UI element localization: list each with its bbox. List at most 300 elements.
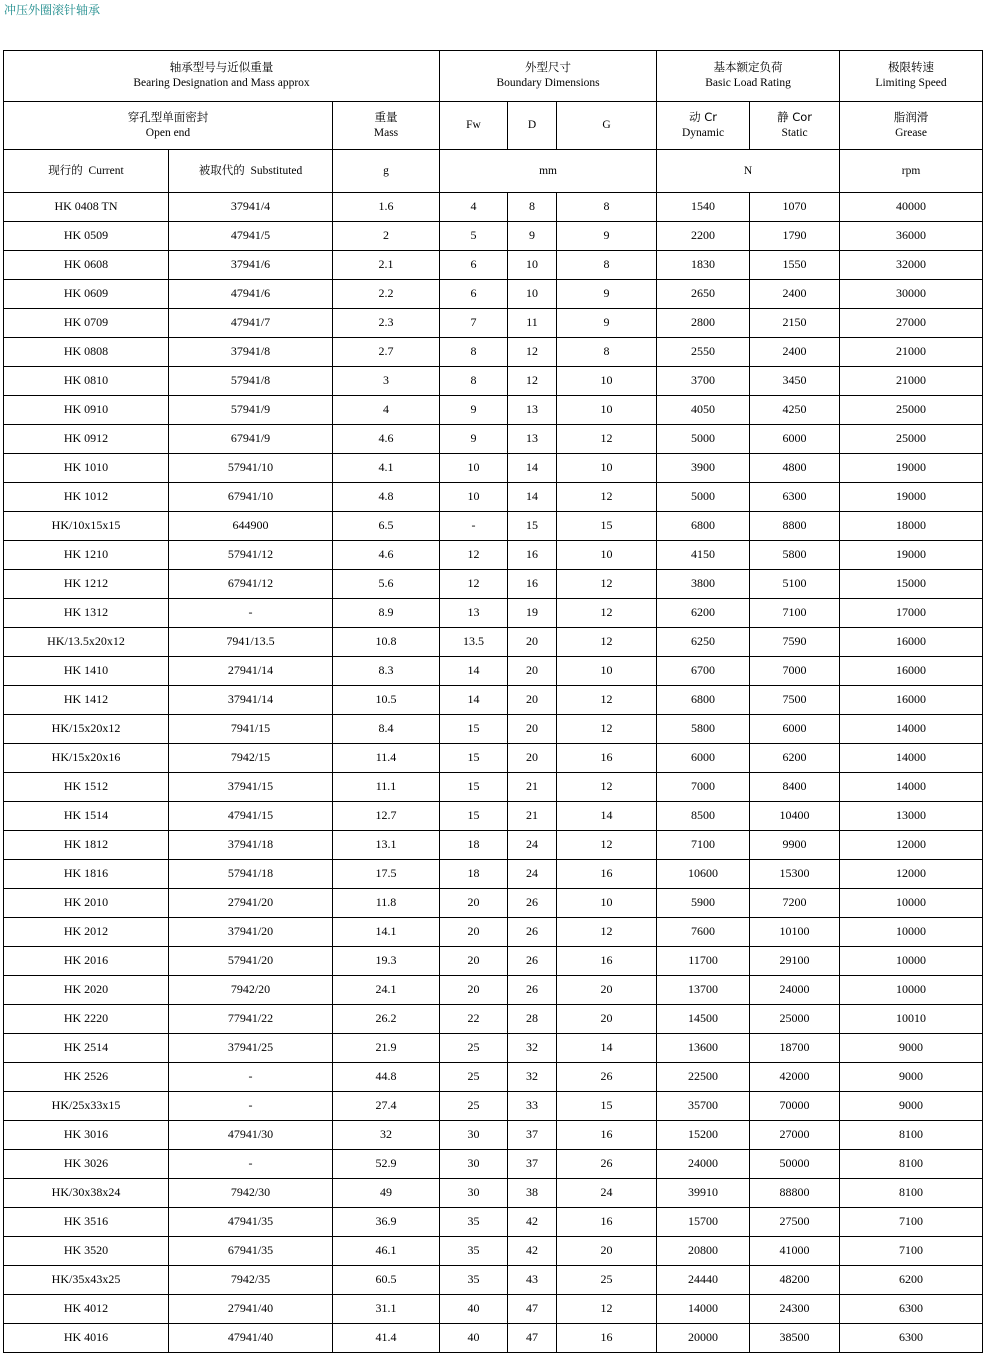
- cell-current: HK/10x15x15: [4, 512, 169, 541]
- cell-current: HK 0808: [4, 338, 169, 367]
- cell-mass: 60.5: [333, 1266, 440, 1295]
- cell-current: HK/13.5x20x12: [4, 628, 169, 657]
- cell-d: 12: [508, 338, 557, 367]
- cell-fw: 35: [440, 1237, 508, 1266]
- cell-cor: 6200: [750, 744, 840, 773]
- cell-cr: 13600: [657, 1034, 750, 1063]
- cell-substituted: 57941/18: [169, 860, 333, 889]
- cell-substituted: 644900: [169, 512, 333, 541]
- cell-cor: 42000: [750, 1063, 840, 1092]
- cell-substituted: -: [169, 1092, 333, 1121]
- table-row: [4, 1121, 983, 1150]
- cell-g: 16: [557, 744, 657, 773]
- cell-d: 19: [508, 599, 557, 628]
- cell-g: 8: [557, 338, 657, 367]
- cell-mass: 52.9: [333, 1150, 440, 1179]
- cell-substituted: 47941/40: [169, 1324, 333, 1353]
- cell-substituted: 37941/15: [169, 773, 333, 802]
- cell-speed: 21000: [840, 367, 983, 396]
- cell-fw: 15: [440, 715, 508, 744]
- cell-fw: 15: [440, 773, 508, 802]
- cell-mass: 2.7: [333, 338, 440, 367]
- cell-mass: 10.5: [333, 686, 440, 715]
- cell-d: 9: [508, 222, 557, 251]
- cell-current: HK 0609: [4, 280, 169, 309]
- cell-current: HK 4012: [4, 1295, 169, 1324]
- cell-g: 12: [557, 570, 657, 599]
- cell-cr: 15200: [657, 1121, 750, 1150]
- cell-substituted: 57941/10: [169, 454, 333, 483]
- cell-fw: 12: [440, 541, 508, 570]
- cell-cr: 4150: [657, 541, 750, 570]
- cell-speed: 18000: [840, 512, 983, 541]
- cell-speed: 14000: [840, 715, 983, 744]
- cell-substituted: 7942/30: [169, 1179, 333, 1208]
- header-g: [557, 102, 657, 150]
- header-d: [508, 102, 557, 150]
- cell-fw: 10: [440, 454, 508, 483]
- cell-mass: 46.1: [333, 1237, 440, 1266]
- cell-substituted: 37941/20: [169, 918, 333, 947]
- cell-d: 20: [508, 686, 557, 715]
- header-boundary-cn: 外型尺寸: [525, 60, 572, 75]
- cell-substituted: 77941/22: [169, 1005, 333, 1034]
- cell-current: HK 1210: [4, 541, 169, 570]
- cell-mass: 17.5: [333, 860, 440, 889]
- cell-speed: 10000: [840, 976, 983, 1005]
- cell-speed: 19000: [840, 483, 983, 512]
- cell-d: 21: [508, 802, 557, 831]
- cell-fw: 30: [440, 1121, 508, 1150]
- table-row: [4, 657, 983, 686]
- cell-mass: 10.8: [333, 628, 440, 657]
- cell-substituted: -: [169, 599, 333, 628]
- cell-cor: 7590: [750, 628, 840, 657]
- table-row: [4, 338, 983, 367]
- cell-cor: 29100: [750, 947, 840, 976]
- cell-substituted: 57941/20: [169, 947, 333, 976]
- cell-d: 32: [508, 1034, 557, 1063]
- cell-substituted: 47941/5: [169, 222, 333, 251]
- cell-mass: 14.1: [333, 918, 440, 947]
- cell-substituted: -: [169, 1150, 333, 1179]
- cell-substituted: 47941/15: [169, 802, 333, 831]
- header-open-end-cn: 穿孔型单面密封: [127, 109, 209, 124]
- cell-speed: 14000: [840, 773, 983, 802]
- cell-cr: 35700: [657, 1092, 750, 1121]
- table-row: [4, 889, 983, 918]
- cell-cor: 10100: [750, 918, 840, 947]
- cell-mass: 8.4: [333, 715, 440, 744]
- cell-substituted: 7942/35: [169, 1266, 333, 1295]
- cell-cr: 6700: [657, 657, 750, 686]
- cell-current: HK 1512: [4, 773, 169, 802]
- table-row: [4, 802, 983, 831]
- cell-d: 12: [508, 367, 557, 396]
- cell-current: HK 0912: [4, 425, 169, 454]
- unit-mm: mm: [440, 150, 657, 193]
- cell-speed: 8100: [840, 1121, 983, 1150]
- cell-cr: 3700: [657, 367, 750, 396]
- header-mass: [333, 102, 440, 150]
- cell-d: 28: [508, 1005, 557, 1034]
- table-row: [4, 1063, 983, 1092]
- cell-substituted: 37941/8: [169, 338, 333, 367]
- cell-cor: 24000: [750, 976, 840, 1005]
- cell-mass: 2.3: [333, 309, 440, 338]
- cell-speed: 9000: [840, 1092, 983, 1121]
- cell-speed: 10000: [840, 947, 983, 976]
- header-speed-cn: 极限转速: [888, 60, 935, 75]
- table-row: [4, 1295, 983, 1324]
- cell-speed: 16000: [840, 686, 983, 715]
- cell-d: 24: [508, 860, 557, 889]
- cell-d: 24: [508, 831, 557, 860]
- header-cor-en: Static: [781, 126, 808, 139]
- cell-substituted: 27941/20: [169, 889, 333, 918]
- cell-g: 16: [557, 860, 657, 889]
- table-row: [4, 280, 983, 309]
- cell-speed: 6300: [840, 1295, 983, 1324]
- cell-current: HK 1514: [4, 802, 169, 831]
- header-designation-cn: 轴承型号与近似重量: [169, 60, 274, 75]
- cell-speed: 12000: [840, 860, 983, 889]
- cell-fw: 35: [440, 1208, 508, 1237]
- header-fw: [440, 102, 508, 150]
- table-row: [4, 1034, 983, 1063]
- cell-mass: 2.2: [333, 280, 440, 309]
- cell-g: 8: [557, 251, 657, 280]
- cell-speed: 12000: [840, 831, 983, 860]
- cell-speed: 6200: [840, 1266, 983, 1295]
- header-designation-en: Bearing Designation and Mass approx: [133, 77, 310, 89]
- cell-substituted: 27941/40: [169, 1295, 333, 1324]
- cell-cr: 2550: [657, 338, 750, 367]
- cell-d: 10: [508, 251, 557, 280]
- cell-d: 11: [508, 309, 557, 338]
- header-row-groups: [4, 51, 983, 102]
- cell-cr: 20000: [657, 1324, 750, 1353]
- cell-g: 14: [557, 1034, 657, 1063]
- cell-d: 20: [508, 628, 557, 657]
- cell-g: 12: [557, 483, 657, 512]
- cell-cor: 5100: [750, 570, 840, 599]
- cell-fw: 25: [440, 1063, 508, 1092]
- cell-mass: 27.4: [333, 1092, 440, 1121]
- header-grease-en: Grease: [895, 126, 928, 139]
- cell-substituted: 7941/13.5: [169, 628, 333, 657]
- cell-d: 42: [508, 1208, 557, 1237]
- header-grease-cn: 脂润滑: [893, 109, 929, 124]
- cell-cr: 5800: [657, 715, 750, 744]
- cell-speed: 6300: [840, 1324, 983, 1353]
- cell-g: 16: [557, 1121, 657, 1150]
- cell-cr: 13700: [657, 976, 750, 1005]
- header-g-label: G: [602, 118, 611, 131]
- cell-substituted: 67941/35: [169, 1237, 333, 1266]
- cell-substituted: 47941/35: [169, 1208, 333, 1237]
- cell-d: 14: [508, 454, 557, 483]
- cell-g: 15: [557, 1092, 657, 1121]
- header-current-en: Current: [88, 165, 124, 178]
- cell-current: HK 0810: [4, 367, 169, 396]
- cell-substituted: 37941/6: [169, 251, 333, 280]
- cell-fw: 5: [440, 222, 508, 251]
- cell-cr: 7100: [657, 831, 750, 860]
- cell-mass: 11.8: [333, 889, 440, 918]
- cell-cor: 48200: [750, 1266, 840, 1295]
- cell-d: 13: [508, 396, 557, 425]
- cell-cr: 5000: [657, 425, 750, 454]
- cell-speed: 14000: [840, 744, 983, 773]
- cell-current: HK 2016: [4, 947, 169, 976]
- unit-mass: g: [333, 150, 440, 193]
- table-row: [4, 425, 983, 454]
- cell-g: 12: [557, 715, 657, 744]
- cell-g: 20: [557, 1237, 657, 1266]
- cell-d: 8: [508, 193, 557, 222]
- cell-mass: 41.4: [333, 1324, 440, 1353]
- table-row: [4, 599, 983, 628]
- table-row: [4, 541, 983, 570]
- cell-fw: 7: [440, 309, 508, 338]
- cell-mass: 13.1: [333, 831, 440, 860]
- header-mass-en: Mass: [373, 126, 399, 139]
- cell-d: 43: [508, 1266, 557, 1295]
- header-speed-group: [840, 51, 983, 102]
- cell-fw: -: [440, 512, 508, 541]
- cell-substituted: 47941/30: [169, 1121, 333, 1150]
- cell-substituted: 37941/4: [169, 193, 333, 222]
- cell-cor: 15300: [750, 860, 840, 889]
- cell-fw: 20: [440, 889, 508, 918]
- table-row: [4, 1324, 983, 1353]
- table-row: [4, 773, 983, 802]
- header-substituted-en: Substituted: [250, 165, 303, 178]
- cell-fw: 10: [440, 483, 508, 512]
- cell-d: 32: [508, 1063, 557, 1092]
- cell-d: 10: [508, 280, 557, 309]
- cell-cr: 22500: [657, 1063, 750, 1092]
- header-load-group: [657, 51, 840, 102]
- table-row: [4, 193, 983, 222]
- cell-d: 26: [508, 976, 557, 1005]
- cell-mass: 44.8: [333, 1063, 440, 1092]
- cell-mass: 8.9: [333, 599, 440, 628]
- header-load-cn: 基本额定负荷: [713, 60, 783, 75]
- cell-mass: 26.2: [333, 1005, 440, 1034]
- cell-g: 25: [557, 1266, 657, 1295]
- cell-cor: 7100: [750, 599, 840, 628]
- cell-substituted: 37941/18: [169, 831, 333, 860]
- cell-mass: 32: [333, 1121, 440, 1150]
- cell-speed: 10000: [840, 918, 983, 947]
- cell-current: HK 3516: [4, 1208, 169, 1237]
- cell-cor: 1550: [750, 251, 840, 280]
- cell-mass: 4: [333, 396, 440, 425]
- cell-mass: 31.1: [333, 1295, 440, 1324]
- cell-substituted: 7941/15: [169, 715, 333, 744]
- cell-current: HK 0910: [4, 396, 169, 425]
- table-row: [4, 860, 983, 889]
- cell-fw: 22: [440, 1005, 508, 1034]
- cell-g: 20: [557, 976, 657, 1005]
- cell-mass: 4.1: [333, 454, 440, 483]
- cell-mass: 19.3: [333, 947, 440, 976]
- cell-speed: 36000: [840, 222, 983, 251]
- cell-speed: 9000: [840, 1063, 983, 1092]
- header-boundary-group: [440, 51, 657, 102]
- cell-g: 12: [557, 686, 657, 715]
- cell-mass: 4.6: [333, 425, 440, 454]
- cell-g: 10: [557, 541, 657, 570]
- cell-cr: 5000: [657, 483, 750, 512]
- cell-current: HK 1812: [4, 831, 169, 860]
- cell-cr: 1830: [657, 251, 750, 280]
- cell-cor: 1070: [750, 193, 840, 222]
- table-row: [4, 1092, 983, 1121]
- cell-mass: 11.4: [333, 744, 440, 773]
- table-header: [4, 51, 983, 193]
- cell-speed: 7100: [840, 1208, 983, 1237]
- cell-fw: 12: [440, 570, 508, 599]
- cell-d: 33: [508, 1092, 557, 1121]
- cell-g: 9: [557, 280, 657, 309]
- cell-g: 10: [557, 889, 657, 918]
- cell-mass: 4.8: [333, 483, 440, 512]
- cell-cor: 38500: [750, 1324, 840, 1353]
- cell-d: 20: [508, 715, 557, 744]
- cell-substituted: 67941/10: [169, 483, 333, 512]
- cell-current: HK 1816: [4, 860, 169, 889]
- cell-current: HK/30x38x24: [4, 1179, 169, 1208]
- cell-d: 20: [508, 657, 557, 686]
- cell-mass: 8.3: [333, 657, 440, 686]
- cell-g: 10: [557, 454, 657, 483]
- cell-d: 47: [508, 1295, 557, 1324]
- cell-cr: 6250: [657, 628, 750, 657]
- cell-mass: 5.6: [333, 570, 440, 599]
- cell-current: HK/15x20x12: [4, 715, 169, 744]
- cell-speed: 40000: [840, 193, 983, 222]
- cell-g: 9: [557, 222, 657, 251]
- cell-speed: 21000: [840, 338, 983, 367]
- table-row: [4, 628, 983, 657]
- cell-substituted: 27941/14: [169, 657, 333, 686]
- cell-speed: 19000: [840, 454, 983, 483]
- cell-cr: 4050: [657, 396, 750, 425]
- cell-fw: 15: [440, 802, 508, 831]
- cell-d: 26: [508, 918, 557, 947]
- cell-fw: 13: [440, 599, 508, 628]
- cell-d: 37: [508, 1121, 557, 1150]
- cell-d: 20: [508, 744, 557, 773]
- unit-n: N: [657, 150, 840, 193]
- cell-cor: 7200: [750, 889, 840, 918]
- cell-substituted: 67941/12: [169, 570, 333, 599]
- cell-cr: 7000: [657, 773, 750, 802]
- cell-d: 26: [508, 947, 557, 976]
- table-row: [4, 947, 983, 976]
- cell-fw: 40: [440, 1324, 508, 1353]
- cell-speed: 30000: [840, 280, 983, 309]
- cell-fw: 14: [440, 686, 508, 715]
- cell-current: HK 0509: [4, 222, 169, 251]
- cell-speed: 25000: [840, 396, 983, 425]
- cell-cr: 2800: [657, 309, 750, 338]
- cell-d: 37: [508, 1150, 557, 1179]
- cell-fw: 25: [440, 1092, 508, 1121]
- cell-cr: 10600: [657, 860, 750, 889]
- cell-mass: 2: [333, 222, 440, 251]
- cell-speed: 9000: [840, 1034, 983, 1063]
- cell-speed: 13000: [840, 802, 983, 831]
- cell-g: 26: [557, 1150, 657, 1179]
- cell-d: 47: [508, 1324, 557, 1353]
- cell-cor: 3450: [750, 367, 840, 396]
- cell-substituted: 57941/8: [169, 367, 333, 396]
- cell-current: HK 1212: [4, 570, 169, 599]
- cell-cr: 2200: [657, 222, 750, 251]
- cell-g: 8: [557, 193, 657, 222]
- cell-speed: 16000: [840, 657, 983, 686]
- cell-cor: 70000: [750, 1092, 840, 1121]
- cell-fw: 9: [440, 396, 508, 425]
- cell-cr: 2650: [657, 280, 750, 309]
- cell-current: HK 3026: [4, 1150, 169, 1179]
- cell-fw: 8: [440, 367, 508, 396]
- cell-speed: 7100: [840, 1237, 983, 1266]
- cell-d: 21: [508, 773, 557, 802]
- cell-g: 10: [557, 396, 657, 425]
- cell-speed: 17000: [840, 599, 983, 628]
- cell-substituted: 47941/7: [169, 309, 333, 338]
- cell-fw: 25: [440, 1034, 508, 1063]
- cell-cor: 27000: [750, 1121, 840, 1150]
- cell-cr: 6000: [657, 744, 750, 773]
- table-row: [4, 1005, 983, 1034]
- cell-cr: 6800: [657, 512, 750, 541]
- header-current-cn: 现行的: [48, 163, 83, 178]
- cell-current: HK 1012: [4, 483, 169, 512]
- header-open-end-en: Open end: [145, 126, 191, 139]
- cell-current: HK 0608: [4, 251, 169, 280]
- cell-cr: 7600: [657, 918, 750, 947]
- cell-cor: 1790: [750, 222, 840, 251]
- cell-cr: 6200: [657, 599, 750, 628]
- cell-mass: 24.1: [333, 976, 440, 1005]
- table-row: [4, 251, 983, 280]
- cell-speed: 10010: [840, 1005, 983, 1034]
- cell-g: 20: [557, 1005, 657, 1034]
- header-boundary-en: Boundary Dimensions: [496, 77, 600, 89]
- table-row: [4, 1266, 983, 1295]
- cell-g: 12: [557, 628, 657, 657]
- cell-d: 42: [508, 1237, 557, 1266]
- cell-d: 38: [508, 1179, 557, 1208]
- cell-cr: 1540: [657, 193, 750, 222]
- header-cr-cn: 动 Cr: [689, 109, 717, 124]
- cell-fw: 9: [440, 425, 508, 454]
- cell-cr: 15700: [657, 1208, 750, 1237]
- cell-current: HK 2526: [4, 1063, 169, 1092]
- cell-current: HK 3520: [4, 1237, 169, 1266]
- cell-cr: 5900: [657, 889, 750, 918]
- header-fw-label: Fw: [466, 118, 481, 131]
- cell-g: 12: [557, 599, 657, 628]
- cell-substituted: 47941/6: [169, 280, 333, 309]
- cell-d: 13: [508, 425, 557, 454]
